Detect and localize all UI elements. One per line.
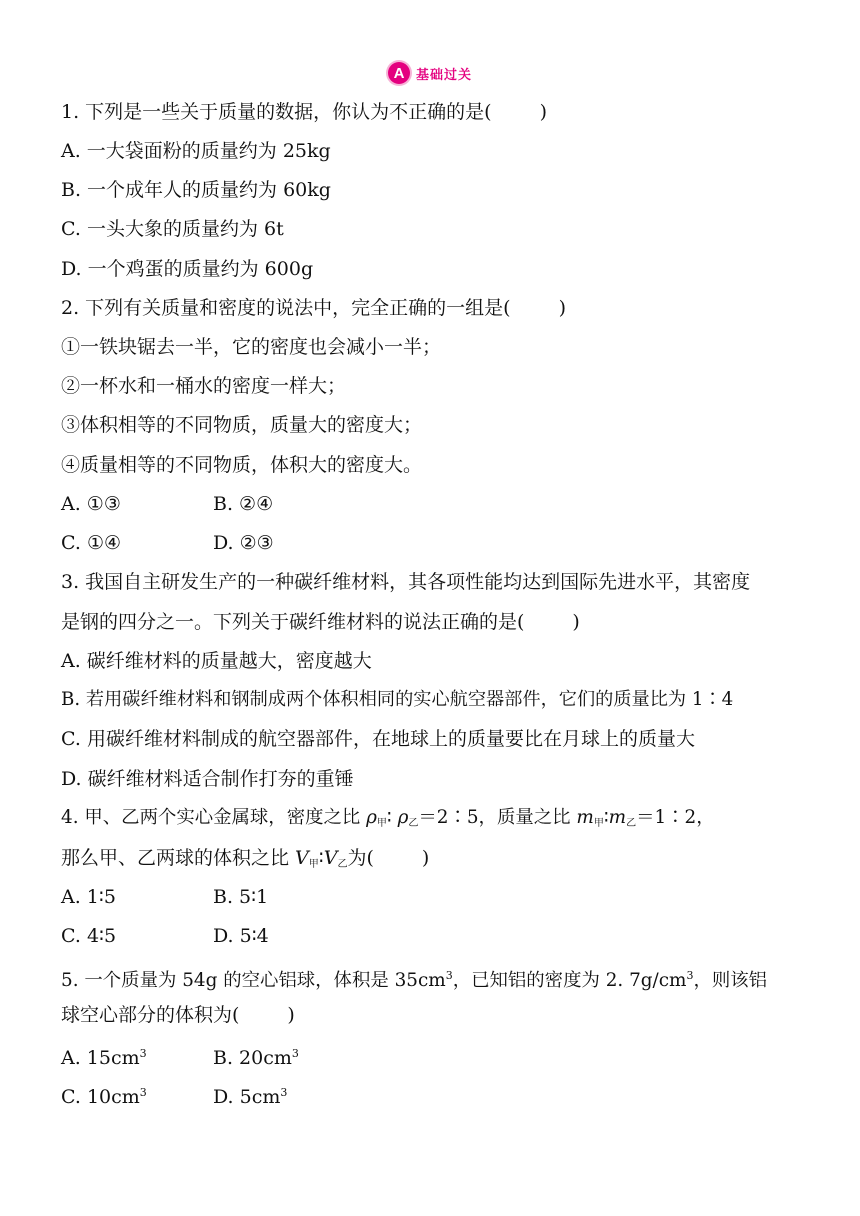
question-2-statement-1: ①一铁块锯去一半，它的密度也会减小一半； bbox=[61, 336, 442, 358]
question-5-option-a: A. $15cm^3$ bbox=[61, 1047, 147, 1069]
question-4-stem-line-1: 4. 甲、乙两个实心金属球，密度之比 $\rho_甲∶$ $\rho_乙=2∶5$，质量之比 $m_甲∶m_乙=1∶2$， bbox=[61, 807, 715, 829]
section-title: 基础过关 bbox=[415, 67, 472, 83]
question-5-option-b: B. $20cm^3$ bbox=[213, 1047, 299, 1069]
question-2-stem: 2. 下列有关质量和密度的说法中，完全正确的一组是( ) bbox=[61, 297, 567, 319]
question-4-options-row-2 bbox=[61, 923, 269, 949]
question-5-option-d: D. $5cm^3$ bbox=[213, 1086, 288, 1108]
question-4-option-c: C. 4∶5 bbox=[61, 925, 117, 947]
question-2-option-a: A. ①③ bbox=[61, 493, 121, 515]
section-header bbox=[0, 60, 860, 86]
question-5-stem-line-2: 球空心部分的体积为( ) bbox=[61, 1004, 295, 1026]
question-4-option-a: A. 1∶5 bbox=[61, 886, 116, 908]
question-5-option-c: C. $10cm^3$ bbox=[61, 1086, 147, 1108]
question-4-options-row-1 bbox=[61, 884, 269, 910]
question-4-option-b: B. 5∶1 bbox=[213, 886, 269, 908]
question-4-option-d: D. 5∶4 bbox=[213, 925, 269, 947]
question-5-stem-line-1: 5. 一个质量为 54g 的空心铝球，体积是 $35cm^3$，已知铝的密度为 2. $7g/cm^3$，则该铝 bbox=[61, 969, 768, 991]
question-1-option-c: C. 一头大象的质量约为 6t bbox=[61, 218, 284, 240]
question-2-options-row-2 bbox=[61, 530, 274, 556]
question-2-statement-4: ④质量相等的不同物质，体积大的密度大。 bbox=[61, 454, 423, 476]
question-5-options-row-1 bbox=[61, 1041, 299, 1069]
question-2-options-row-1 bbox=[61, 491, 274, 517]
question-3-option-b: B. 若用碳纤维材料和钢制成两个体积相同的实心航空器部件，它们的质量比为 1∶4 bbox=[61, 689, 734, 710]
question-3-stem-line-2: 是钢的四分之一。下列关于碳纤维材料的说法正确的是( ) bbox=[61, 611, 580, 633]
question-3-option-c: C. 用碳纤维材料制成的航空器部件，在地球上的质量要比在月球上的质量大 bbox=[61, 728, 695, 750]
question-3-option-a: A. 碳纤维材料的质量越大，密度越大 bbox=[61, 650, 372, 672]
question-5-options-row-2 bbox=[61, 1080, 288, 1108]
question-1-option-b: B. 一个成年人的质量约为 60kg bbox=[61, 179, 331, 201]
question-1-stem: 1. 下列是一些关于质量的数据，你认为不正确的是( ) bbox=[61, 101, 548, 123]
question-3-option-d: D. 碳纤维材料适合制作打夯的重锤 bbox=[61, 768, 354, 790]
question-2-statement-3: ③体积相等的不同物质，质量大的密度大； bbox=[61, 414, 423, 436]
question-2-statement-2: ②一杯水和一桶水的密度一样大； bbox=[61, 375, 347, 397]
question-2-option-b: B. ②④ bbox=[213, 493, 274, 515]
question-4-stem-line-2: 那么甲、乙两球的体积之比 $V_甲∶V_乙$为( ) bbox=[61, 847, 430, 870]
section-badge-icon: A bbox=[388, 62, 410, 84]
question-3-stem-line-1: 3. 我国自主研发生产的一种碳纤维材料，其各项性能均达到国际先进水平，其密度 bbox=[61, 571, 751, 593]
question-2-option-d: D. ②③ bbox=[213, 532, 274, 554]
question-1-option-d: D. 一个鸡蛋的质量约为 600g bbox=[61, 258, 314, 280]
question-2-option-c: C. ①④ bbox=[61, 532, 122, 554]
question-1-option-a: A. 一大袋面粉的质量约为 25kg bbox=[61, 140, 331, 162]
